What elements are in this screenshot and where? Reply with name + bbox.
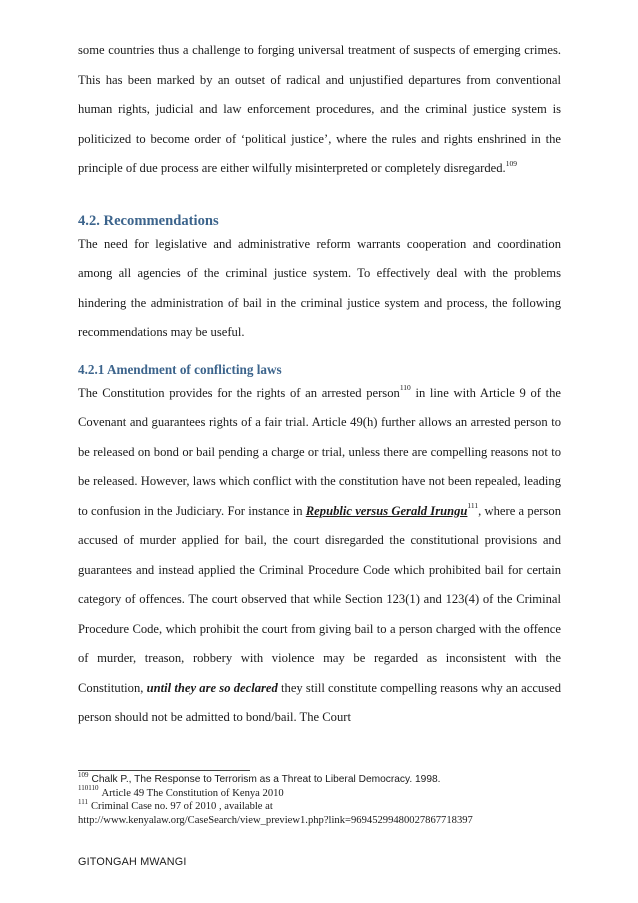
case-name: Republic versus Gerald Irungu [305,503,468,518]
footnote-109 [78,770,568,787]
footnote-111-link[interactable] [78,814,568,828]
footnote-110 [78,784,568,801]
footnote-text: Chalk P., The Response to Terrorism as a Threat to Liberal Democracy. 1998. [91,774,441,785]
footnote-ref-110[interactable]: 110 [399,383,411,393]
footnote-111 [78,797,568,814]
amendment-text-part3: , where a person accused of murder applied for bail, the court disregarded the constitutional provisions and guarantees and instead applied the Criminal Procedure Code which prohibited bail for certain category of offences. The court observed that while Section 123(1) and 123(4) of the Criminal Procedure Code, which prohibit the court from giving bail to a person charged with the offence of murder, treason, robbery with violence may be regarded as inconsistent with the Constitution, [78,503,561,695]
paragraph-amendment [78,379,561,733]
footnote-ref-111[interactable]: 111 [467,501,479,511]
footnote-mark: 109 [78,770,89,779]
page-content [78,36,561,733]
amendment-text-part1: The Constitution provides for the rights of an arrested person [78,385,400,400]
footnote-url[interactable]: http://www.kenyalaw.org/CaseSearch/view_preview1.php?link=96945299480027867718397 [78,814,473,826]
footnote-ref-109[interactable]: 109 [505,158,517,168]
paragraph-intro-text: some countries thus a challenge to forging universal treatment of suspects of emerging crimes. This has been marked by an outset of radical and unjustified departures from conventional human rights, judicial and law enforcement procedures, and the criminal justice system is politicized to become order of ‘political justice’, where the rules and rights enshrined in the principle of due process are either wilfully misinterpreted or completely disregarded. [78,43,561,175]
amendment-text-part4: they still constitute compelling reasons why an accused person should not be admitted to bond/bail. The Court [78,680,562,724]
emphasis-phrase: until they are so declared [146,680,278,695]
page-footer-author: GITONGAH MWANGI [78,856,187,868]
paragraph-recommendations: The need for legislative and administrative reform warrants cooperation and coordination among all agencies of the criminal justice system. To effectively deal with the problems hindering the administration of bail in the criminal justice system and process, the following recommendations may be useful. [78,236,561,339]
footnote-divider [78,770,250,771]
subsection-heading: 4.2.1 Amendment of conflicting laws [78,361,282,377]
footnotes [78,770,568,827]
footnote-mark: 110110 [78,784,99,793]
footnote-text: Article 49 The Constitution of Kenya 2010 [101,787,284,799]
section-heading: 4.2. Recommendations [78,212,219,229]
amendment-text-part2: in line with Article 9 of the Covenant and guarantees rights of a fair trial. Article 49(h) further allows an arrested person to be released on bond or bail pending a charge or trial, unless there are compelling reasons not to be released. However, laws which conflict with the constitution have not been repealed, leading to confusion in the Judiciary. For instance in [78,385,561,518]
footnote-mark: 111 [78,797,88,806]
paragraph-intro [78,36,561,184]
footnote-text: Criminal Case no. 97 of 2010 , available at [90,801,273,813]
